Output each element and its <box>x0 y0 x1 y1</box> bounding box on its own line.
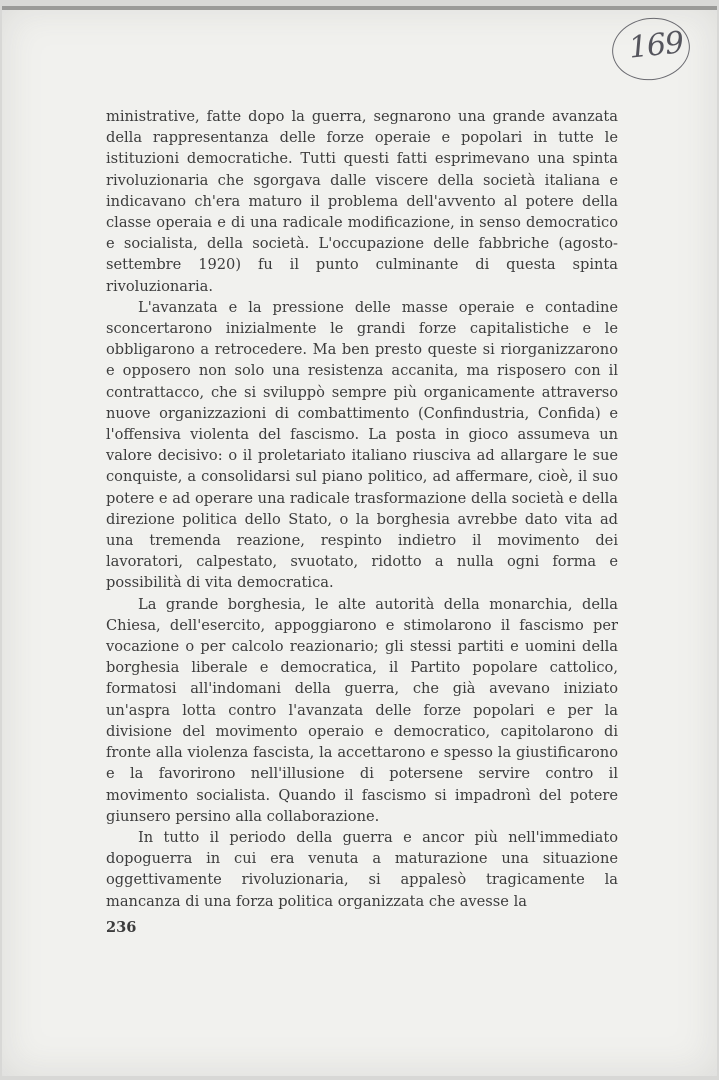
page-number: 236 <box>106 919 137 936</box>
scanned-page <box>2 6 717 1076</box>
page-top-edge <box>2 6 717 10</box>
body-text <box>106 106 618 912</box>
paragraph-2: L'avanzata e la pressione delle masse operaie e contadine sconcertarono inizialmente le grandi forze capitalistiche e le obbligarono a retrocedere. Ma ben presto queste si riorganizzarono e opposero non solo una resistenza accanita, ma risposero con il contrattacco, che si sviluppò sempre più organicamente attraverso nuove organizzazioni di combattimento (Confindustria, Confida) e l'offensiva violenta del fascismo. La posta in gioco assumeva un valore decisivo: o il proletariato italiano riusciva ad allargare le sue conquiste, a consolidarsi sul piano politico, ad affermare, cioè, il suo potere e ad operare una radicale trasformazione della società e della direzione politica dello Stato, o la borghesia avrebbe dato vita ad una tremenda reazione, respinto indietro il movimento dei lavoratori, calpestato, svuotato, ridotto a nulla ogni forma e possibilità di vita democratica. <box>106 298 618 592</box>
handwritten-folio-number: 169 <box>627 25 685 66</box>
paragraph-1: ministrative, fatte dopo la guerra, segnarono una grande avanzata della rappresentanza delle forze operaie e popolari in tutte le istituzioni democratiche. Tutti questi fatti esprimevano una spinta rivoluzionaria che sgorgava dalle viscere della società italiana e indicavano ch'era maturo il problema dell'avvento al potere della classe operaia e di una radicale modificazione, in senso democratico e socialista, della società. L'occupazione delle fabbriche (agosto-settembre 1920) fu il punto culminante di questa spinta rivoluzionaria. <box>106 108 618 295</box>
paragraph-4: In tutto il periodo della guerra e ancor più nell'immediato dopoguerra in cui era venuta a maturazione una situazione oggettivamente rivoluzionaria, si appalesò tragicamente la mancanza di una forza politica organizzata che avesse la <box>106 828 618 910</box>
paragraph-3: La grande borghesia, le alte autorità della monarchia, della Chiesa, dell'esercito, appoggiarono e stimolarono il fascismo per vocazione o per calcolo reazionario; gli stessi partiti e uomini della borghesia liberale e democratica, il Partito popolare cattolico, formatosi all'indomani della guerra, che già avevano iniziato un'aspra lotta contro l'avanzata delle forze popolari e per la divisione del movimento operaio e democratico, capitolarono di fronte alla violenza fascista, la accettarono e spesso la giustificarono e la favorirono nell'illusione di potersene servire contro il movimento socialista. Quando il fascismo si impadronì del potere giunsero persino alla collaborazione. <box>106 595 618 825</box>
